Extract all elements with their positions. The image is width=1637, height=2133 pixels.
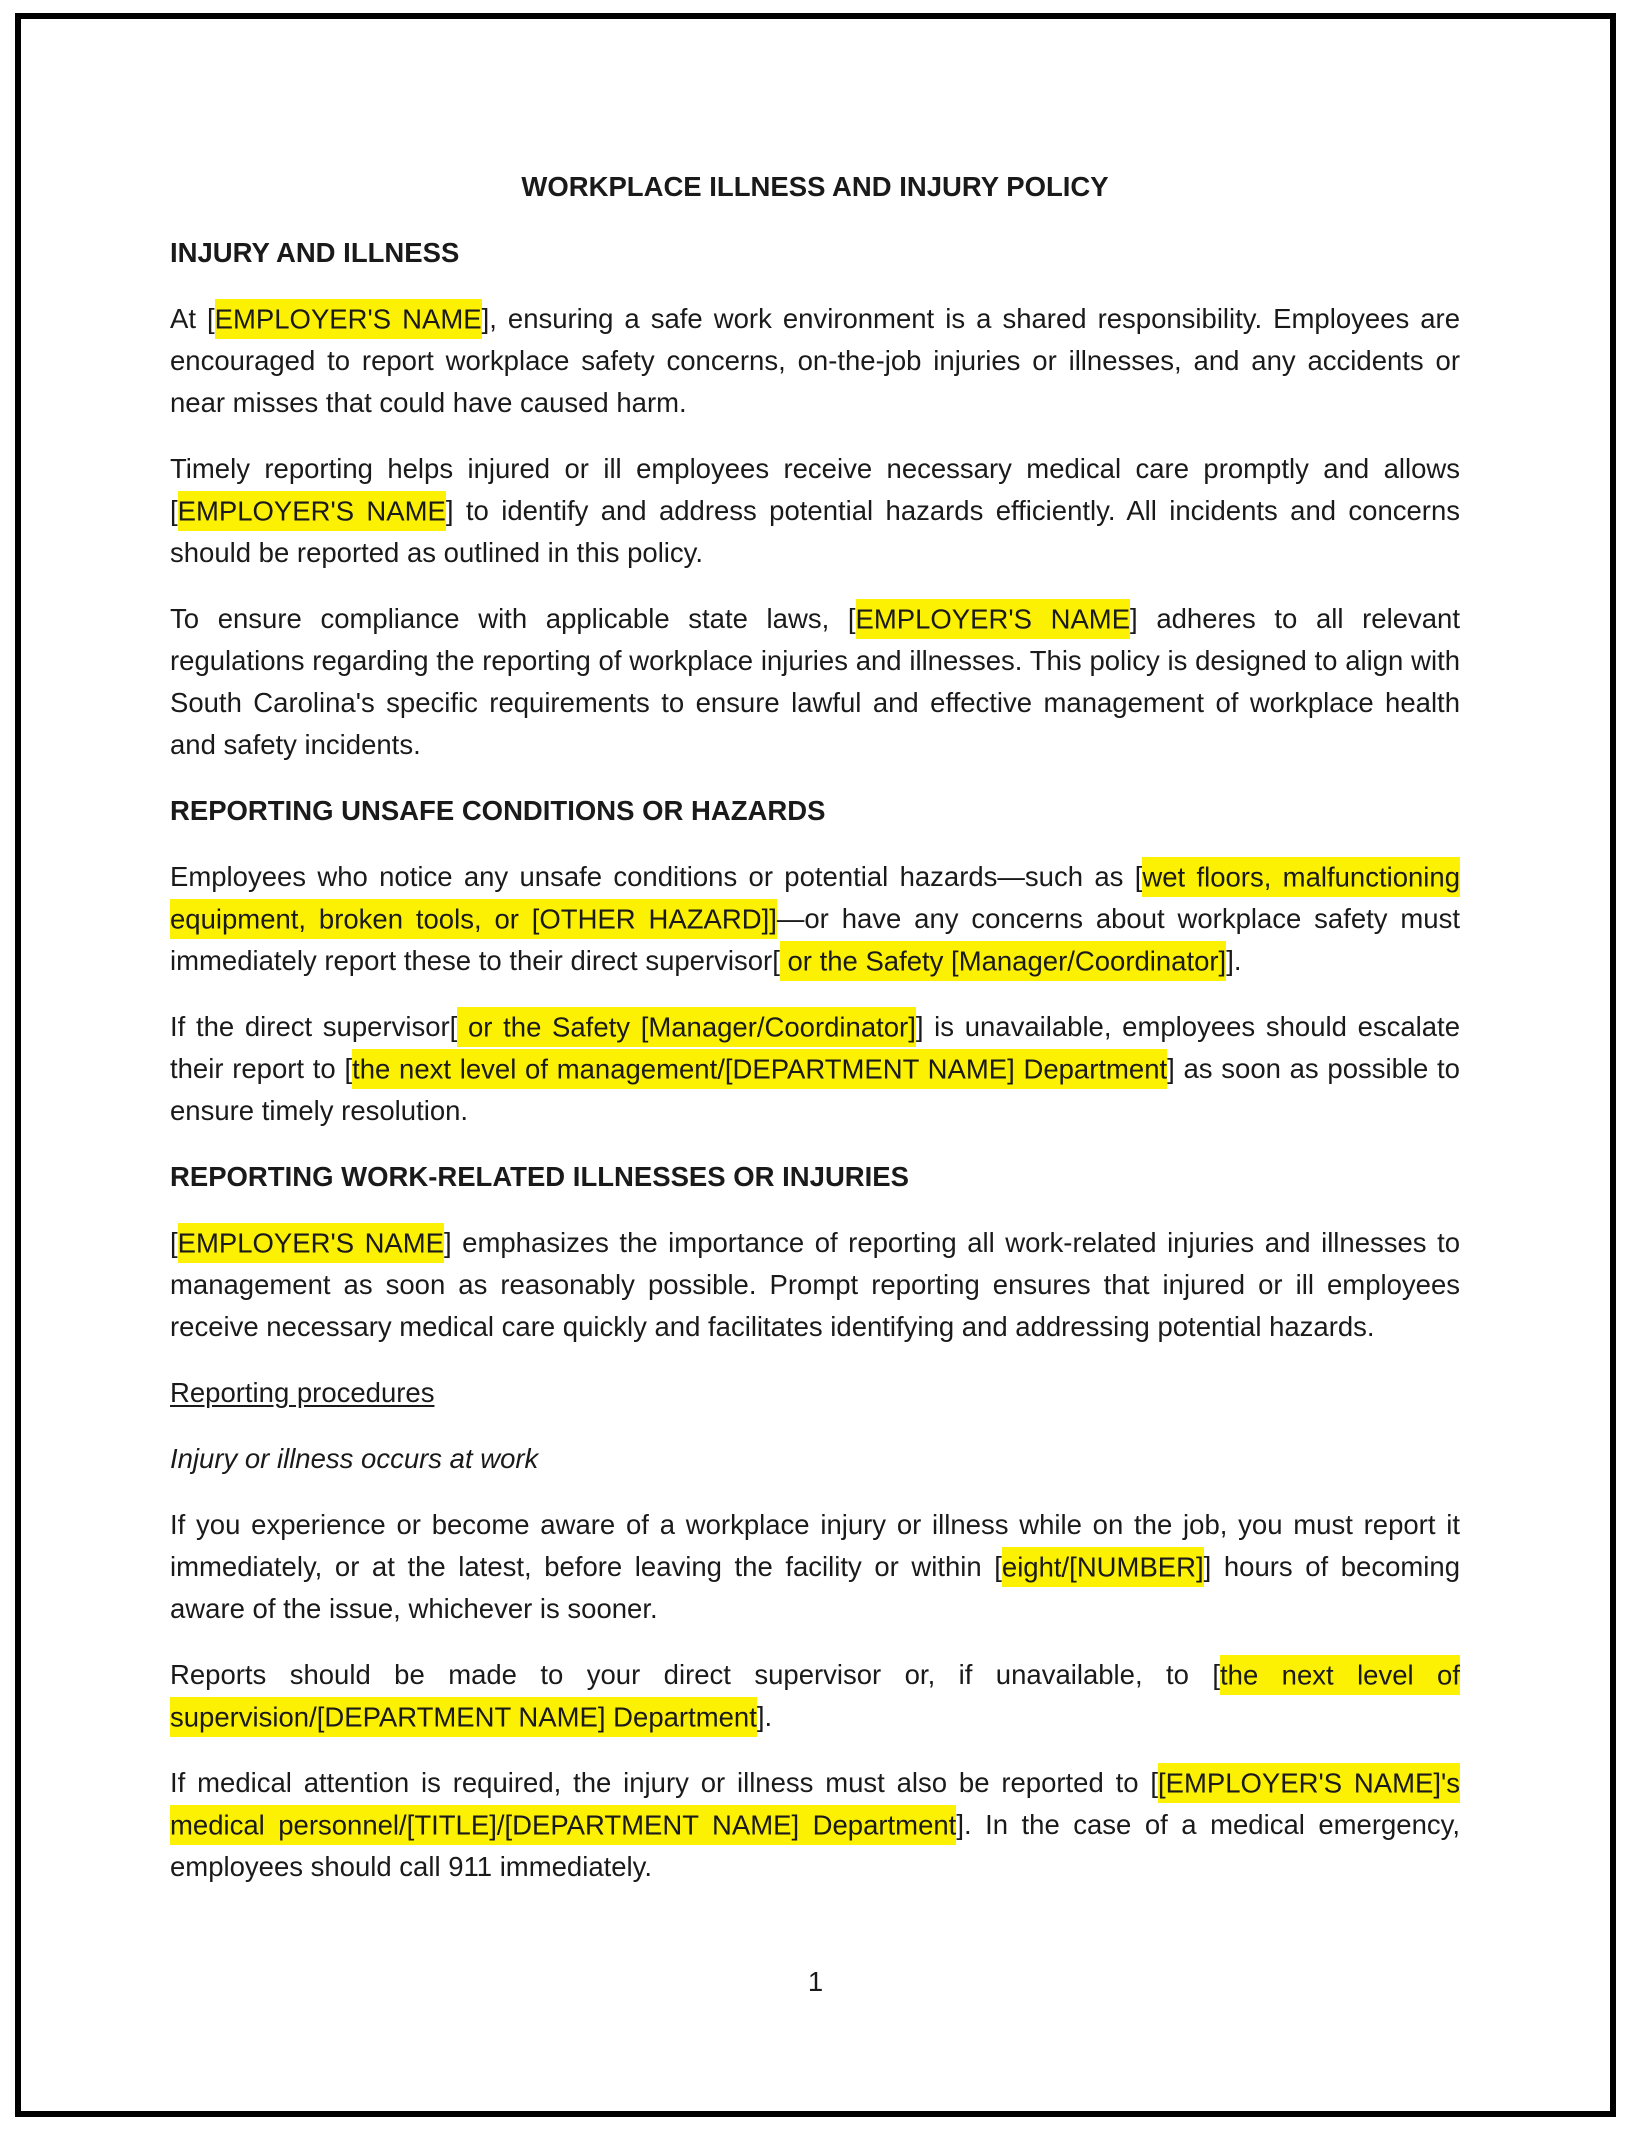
section-heading: [170, 232, 1460, 274]
text-run: To ensure compliance with applicable state laws, [: [170, 603, 856, 634]
text-run: Reporting procedures: [170, 1377, 435, 1408]
body-paragraph: [170, 298, 1460, 424]
body-paragraph: [170, 1762, 1460, 1888]
text-run: ].: [1226, 945, 1242, 976]
body-paragraph: [170, 1504, 1460, 1630]
text-run: ]. In the case of a medical emergency, employees should call 911 immediately.: [170, 1809, 1460, 1882]
text-run: INJURY AND ILLNESS: [170, 237, 460, 268]
document-title: WORKPLACE ILLNESS AND INJURY POLICY: [521, 171, 1109, 202]
highlighted-placeholder-text: EMPLOYER'S NAME: [856, 599, 1131, 639]
document-body: [170, 166, 1460, 1912]
text-run: Reports should be made to your direct supervisor or, if unavailable, to [: [170, 1659, 1221, 1690]
subheading-italic: [170, 1438, 1460, 1480]
body-paragraph: [170, 1654, 1460, 1738]
highlighted-placeholder-text: or the Safety [Manager/Coordinator]: [780, 941, 1226, 981]
body-paragraph: [170, 1006, 1460, 1132]
text-run: ] emphasizes the importance of reporting all work-related injuries and illnesses to management as soon as reasonably possible. Prompt reporting ensures that injured or ill employees receive necessary medical care quickly and facilitates identifying and addressing potential hazards.: [170, 1227, 1461, 1342]
body-paragraph: [170, 856, 1460, 982]
text-run: At [: [170, 303, 215, 334]
highlighted-placeholder-text: EMPLOYER'S NAME: [178, 1223, 444, 1263]
section-heading: [170, 1156, 1460, 1198]
text-run: ].: [756, 1701, 773, 1732]
text-run: ] to identify and address potential hazards efficiently. All incidents and concerns should be reported as outlined in this policy.: [170, 495, 1460, 568]
subheading-underlined: [170, 1372, 1460, 1414]
text-run: If the direct supervisor[: [170, 1011, 458, 1042]
body-paragraph: [170, 598, 1460, 766]
text-run: —or have any concerns about workplace safety must immediately report these to their direct supervisor[: [170, 903, 1460, 976]
body-paragraph: [170, 448, 1460, 574]
text-run: REPORTING WORK-RELATED ILLNESSES OR INJURIES: [170, 1161, 909, 1192]
text-run: ] as soon as possible to ensure timely resolution.: [170, 1053, 1460, 1126]
section-heading: [170, 790, 1460, 832]
footer-page-number: 1: [807, 1966, 824, 1997]
highlighted-placeholder-text: wet floors, malfunctioning equipment, broken tools, or [OTHER HAZARD]]: [170, 857, 1460, 939]
highlighted-placeholder-text: or the Safety [Manager/Coordinator]: [457, 1007, 916, 1047]
text-run: [: [170, 1227, 178, 1258]
highlighted-placeholder-text: the next level of supervision/[DEPARTMENT NAME] Department: [170, 1655, 1460, 1737]
text-run: ] hours of becoming aware of the issue, whichever is sooner.: [170, 1551, 1461, 1624]
text-run: Employees who notice any unsafe conditions or potential hazards—such as [: [170, 861, 1143, 892]
page-border: [15, 13, 1616, 2117]
highlighted-placeholder-text: [EMPLOYER'S NAME]'s medical personnel/[TITLE]/[DEPARTMENT NAME] Department: [170, 1763, 1460, 1845]
text-run: ], ensuring a safe work environment is a shared responsibility. Employees are encouraged to report workplace safety concerns, on-the-job injuries or illnesses, and any accidents or near misses that could have caused harm.: [170, 303, 1460, 418]
highlighted-placeholder-text: eight/[NUMBER]: [1002, 1547, 1204, 1587]
text-run: If you experience or become aware of a workplace injury or illness while on the job, you must report it immediately, or at the latest, before leaving the facility or within [: [170, 1509, 1460, 1582]
body-paragraph: [170, 1222, 1460, 1348]
text-run: REPORTING UNSAFE CONDITIONS OR HAZARDS: [170, 795, 826, 826]
text-run: Timely reporting helps injured or ill employees receive necessary medical care promptly and allows [: [170, 453, 1460, 526]
text-run: ] is unavailable, employees should escalate their report to [: [170, 1011, 1460, 1084]
text-run: ] adheres to all relevant regulations regarding the reporting of workplace injuries and illnesses. This policy is designed to align with South Carolina's specific requirements to ensure lawful and effective management of workplace health and safety incidents.: [170, 603, 1460, 760]
text-run: If medical attention is required, the injury or illness must also be reported to [: [170, 1767, 1159, 1798]
text-run: Injury or illness occurs at work: [170, 1443, 539, 1474]
highlighted-placeholder-text: the next level of management/[DEPARTMENT NAME] Department: [352, 1049, 1167, 1089]
highlighted-placeholder-text: EMPLOYER'S NAME: [215, 299, 482, 339]
highlighted-placeholder-text: EMPLOYER'S NAME: [178, 491, 446, 531]
